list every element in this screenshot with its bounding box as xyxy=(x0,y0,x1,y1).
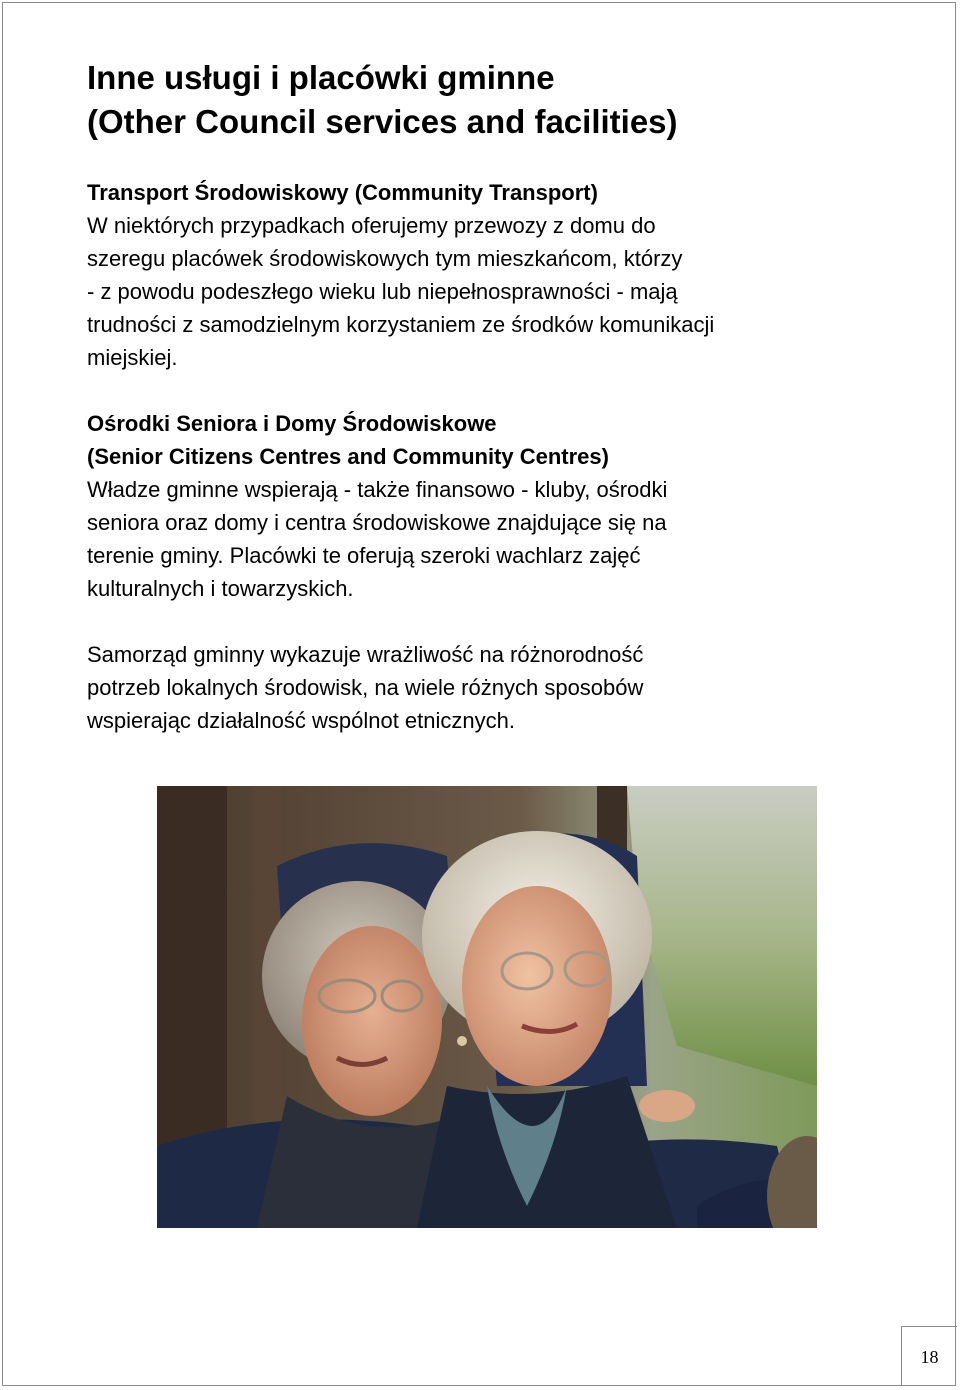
body-line: W niektórych przypadkach oferujemy przewozy z domu do xyxy=(87,213,656,238)
photo-senior-women-on-bus xyxy=(157,786,817,1228)
page-content xyxy=(87,56,887,737)
title-line-polish: Inne usługi i placówki gminne xyxy=(87,59,555,96)
page-number-box xyxy=(901,1326,957,1386)
body-line: trudności z samodzielnym korzystaniem ze środków komunikacji xyxy=(87,312,715,337)
body-line: kulturalnych i towarzyskich. xyxy=(87,576,354,601)
body-line: szeregu placówek środowiskowych tym mieszkańcom, którzy xyxy=(87,246,683,271)
section-senior-centres xyxy=(87,407,887,605)
body-line: Samorząd gminny wykazuje wrażliwość na różnorodność xyxy=(87,642,644,667)
body-line: miejskiej. xyxy=(87,345,178,370)
section-body xyxy=(87,473,887,605)
heading-line-english: (Senior Citizens Centres and Community Centres) xyxy=(87,444,609,469)
page-title xyxy=(87,56,887,144)
body-line: seniora oraz domy i centra środowiskowe znajdujące się na xyxy=(87,510,667,535)
section-heading xyxy=(87,407,887,473)
title-line-english: (Other Council services and facilities) xyxy=(87,103,678,140)
section-body xyxy=(87,638,887,737)
section-ethnic-communities xyxy=(87,638,887,737)
section-heading: Transport Środowiskowy (Community Transport) xyxy=(87,180,598,205)
body-line: wspierając działalność wspólnot etnicznych. xyxy=(87,708,515,733)
body-line: potrzeb lokalnych środowisk, na wiele różnych sposobów xyxy=(87,675,644,700)
body-line: terenie gminy. Placówki te oferują szeroki wachlarz zajęć xyxy=(87,543,641,568)
heading-line-polish: Ośrodki Seniora i Domy Środowiskowe xyxy=(87,411,497,436)
section-body xyxy=(87,209,887,374)
body-line: Władze gminne wspierają - także finansowo - kluby, ośrodki xyxy=(87,477,668,502)
section-community-transport xyxy=(87,176,887,374)
body-line: - z powodu podeszłego wieku lub niepełnosprawności - mają xyxy=(87,279,678,304)
page-number: 18 xyxy=(920,1347,939,1367)
